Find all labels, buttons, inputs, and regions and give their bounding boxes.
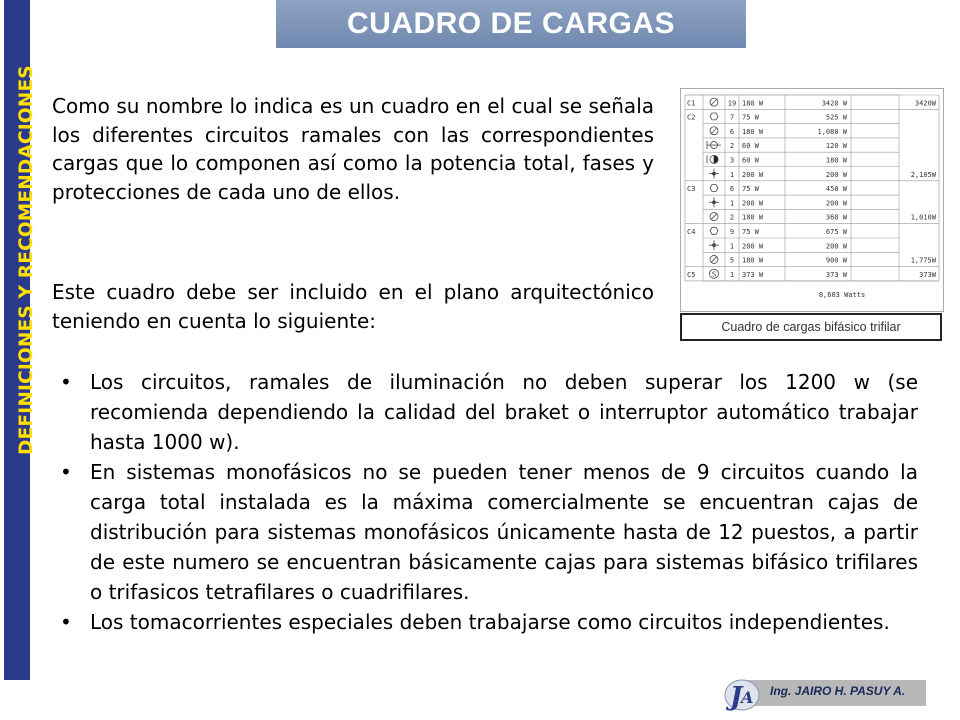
subtotal-cell: 200 W bbox=[825, 242, 847, 251]
grand-total: 8,603 Watts bbox=[818, 290, 866, 299]
bullet-icon: • bbox=[60, 460, 72, 484]
bullet-text: En sistemas monofásicos no se pueden tener menos de 9 circuitos cuando la carga total instalada es la máxima comercialmente se encuentran cajas de distribución para sistemas monofásicos únicamente hasta de 12 puestos, a partir de este numero se encuentran básicamente cajas para sistemas bifásico trifilares o trifasicos tetrafilares o cuadrifilares. bbox=[90, 460, 918, 604]
bullet-text: Los circuitos, ramales de iluminación no deben superar los 1200 w (se recomienda dependiendo la calidad del braket o interruptor automático trabajar hasta 1000 w). bbox=[90, 370, 918, 454]
half-circle-icon bbox=[707, 155, 718, 163]
subtotal-cell: 200 W bbox=[825, 199, 847, 208]
circuit-label: C5 bbox=[687, 270, 696, 279]
unit-load-cell: 200 W bbox=[742, 242, 764, 251]
quantity-cell: 7 bbox=[729, 113, 735, 122]
quantity-cell: 1 bbox=[729, 170, 735, 179]
circle-slash-icon bbox=[710, 127, 718, 135]
footer-author: Ing. JAIRO H. PASUY A. bbox=[770, 684, 906, 698]
subtotal-cell: 120 W bbox=[825, 142, 847, 151]
subtotal-cell: 1,080 W bbox=[817, 127, 847, 136]
unit-load-cell: 180 W bbox=[742, 99, 764, 108]
svg-text:A: A bbox=[741, 688, 754, 707]
circuit-label: C2 bbox=[687, 113, 696, 122]
unit-load-cell: 373 W bbox=[742, 270, 764, 279]
subtotal-cell: 675 W bbox=[825, 228, 847, 236]
unit-load-cell: 75 W bbox=[742, 185, 759, 194]
cross-icon bbox=[709, 197, 719, 207]
quantity-cell: 2 bbox=[729, 142, 735, 151]
circle-slash-icon bbox=[710, 255, 718, 263]
title-banner bbox=[276, 0, 746, 48]
subtotal-cell: 180 W bbox=[825, 156, 847, 165]
quantity-cell: 1 bbox=[729, 242, 735, 251]
quantity-cell: 5 bbox=[729, 256, 735, 265]
subtotal-cell: 450 W bbox=[825, 185, 847, 194]
bullet-icon: • bbox=[60, 610, 72, 634]
subtotal-cell: 900 W bbox=[825, 256, 847, 265]
unit-load-cell: 75 W bbox=[742, 228, 759, 236]
bullet-icon: • bbox=[60, 370, 72, 394]
cross-icon bbox=[709, 169, 719, 179]
side-label: DEFINICIONES Y RECOMENDACIONES bbox=[16, 65, 37, 455]
load-table bbox=[681, 89, 943, 311]
circuit-label: C1 bbox=[687, 99, 696, 108]
quantity-cell: 9 bbox=[729, 228, 735, 236]
circuit-total: 3420W bbox=[914, 99, 936, 108]
wall-light-icon bbox=[707, 141, 721, 149]
subtotal-cell: 200 W bbox=[825, 170, 847, 179]
recommendation-list bbox=[58, 367, 918, 637]
subtotal-cell: 373 W bbox=[825, 270, 847, 279]
circle-slash-icon bbox=[710, 98, 718, 106]
bullet-text: Los tomacorrientes especiales deben trabajarse como circuitos independientes. bbox=[90, 610, 890, 634]
circuit-label: C3 bbox=[687, 185, 696, 194]
svg-text:J: J bbox=[730, 682, 743, 712]
circuit-total: 1,775W bbox=[910, 256, 936, 265]
circuit-total: 1,010W bbox=[910, 213, 936, 222]
intro-paragraph: Como su nombre lo indica es un cuadro en el cual se señala los diferentes circuitos ramales con las correspondientes cargas que lo componen así como la potencia total, fases y protecciones de cada uno de ellos. bbox=[52, 94, 654, 204]
unit-load-cell: 200 W bbox=[742, 170, 764, 179]
subtotal-cell: 525 W bbox=[825, 113, 847, 122]
cross-icon bbox=[709, 240, 719, 250]
subtotal-cell: 360 W bbox=[825, 213, 847, 222]
quantity-cell: 3 bbox=[729, 156, 735, 165]
quantity-cell: 2 bbox=[729, 213, 735, 222]
unit-load-cell: 60 W bbox=[742, 156, 759, 165]
circle-s-icon bbox=[710, 269, 719, 278]
unit-load-cell: 60 W bbox=[742, 142, 759, 151]
second-paragraph: Este cuadro debe ser incluido en el plano arquitectónico teniendo en cuenta lo siguiente: bbox=[52, 280, 654, 333]
unit-load-cell: 200 W bbox=[742, 199, 764, 208]
quantity-cell: 6 bbox=[729, 127, 735, 136]
page-title: CUADRO DE CARGAS bbox=[346, 7, 675, 40]
quantity-cell: 6 bbox=[729, 185, 735, 194]
list-item bbox=[58, 457, 918, 607]
hexagon-icon bbox=[710, 113, 718, 120]
hexagon-icon bbox=[710, 227, 718, 234]
circle-slash-icon bbox=[710, 213, 718, 221]
circuit-total: 2,105W bbox=[910, 170, 936, 179]
list-item bbox=[58, 367, 918, 457]
circuit-label: C4 bbox=[687, 228, 696, 236]
circuit-total: 373W bbox=[919, 270, 936, 279]
hexagon-icon bbox=[710, 185, 718, 192]
unit-load-cell: 180 W bbox=[742, 127, 764, 136]
quantity-cell: 19 bbox=[727, 99, 737, 108]
table-caption: Cuadro de cargas bifásico trifilar bbox=[680, 313, 942, 341]
quantity-cell: 1 bbox=[729, 270, 735, 279]
list-item bbox=[58, 607, 918, 637]
quantity-cell: 1 bbox=[729, 199, 735, 208]
unit-load-cell: 75 W bbox=[742, 113, 759, 122]
jpa-logo-icon bbox=[722, 673, 762, 713]
svg-text:S: S bbox=[711, 270, 717, 279]
subtotal-cell: 3420 W bbox=[821, 99, 847, 108]
load-table-image bbox=[680, 88, 944, 312]
unit-load-cell: 180 W bbox=[742, 213, 764, 222]
unit-load-cell: 180 W bbox=[742, 256, 764, 265]
